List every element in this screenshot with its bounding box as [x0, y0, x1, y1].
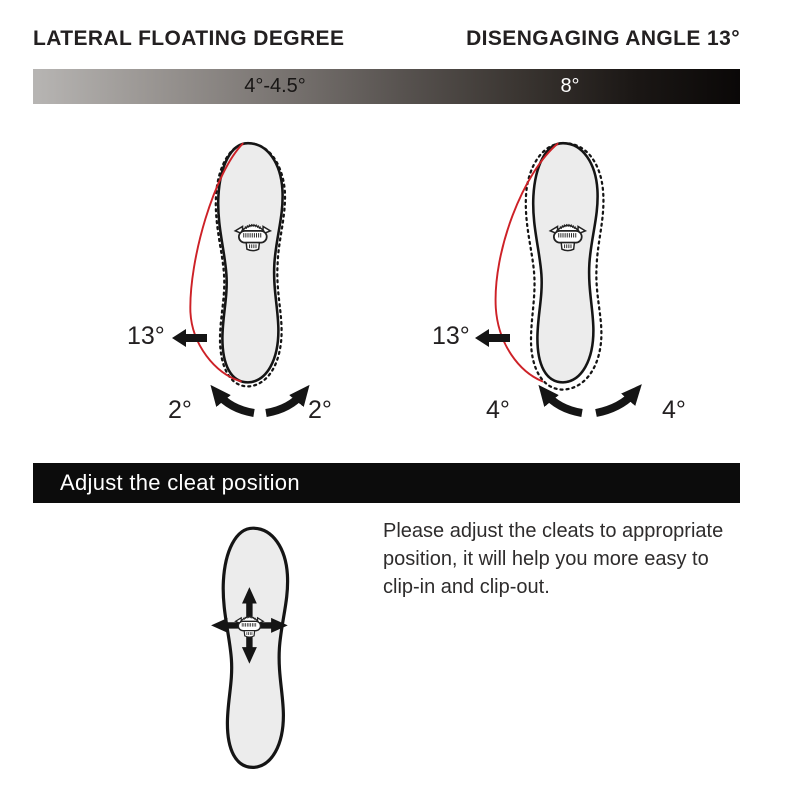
sole-solid-outline: [223, 528, 287, 767]
lateral-floating-heading: LATERAL FLOATING DEGREE: [33, 27, 345, 50]
float-range-label: 4°-4.5°: [244, 75, 306, 97]
cleat-position-diagram: [198, 522, 318, 777]
instruction-paragraph: [383, 517, 743, 601]
disengage-value-label: 8°: [560, 75, 580, 97]
section-title: Adjust the cleat position: [60, 470, 300, 495]
rotate-left-arrow-icon: [217, 393, 254, 413]
instruction-line: Please adjust the cleats to appropriate: [383, 520, 724, 542]
instruction-line: clip-in and clip-out.: [383, 576, 550, 598]
sole-solid-outline: [218, 143, 282, 382]
release-angle-label: 13°: [127, 322, 165, 350]
rotate-right-arrow-icon: [266, 393, 303, 413]
float-diagram-left: [120, 132, 350, 424]
rotate-left-arrow-icon: [545, 393, 582, 413]
float-angle-left-label: 4°: [486, 396, 510, 424]
float-diagram-right: [440, 132, 670, 424]
section-title-bar: [33, 463, 740, 503]
float-angle-left-label: 2°: [168, 396, 192, 424]
release-angle-label: 13°: [432, 322, 470, 350]
degree-gradient-bar: [33, 69, 740, 104]
float-angle-right-label: 2°: [308, 396, 332, 424]
float-angle-right-label: 4°: [662, 396, 686, 424]
rotate-right-arrow-icon: [596, 392, 635, 413]
release-direction-arrow-icon: [172, 329, 207, 347]
disengaging-angle-heading: DISENGAGING ANGLE 13°: [466, 27, 740, 50]
instruction-line: position, it will help you more easy to: [383, 548, 709, 570]
sole-solid-outline: [533, 143, 597, 382]
